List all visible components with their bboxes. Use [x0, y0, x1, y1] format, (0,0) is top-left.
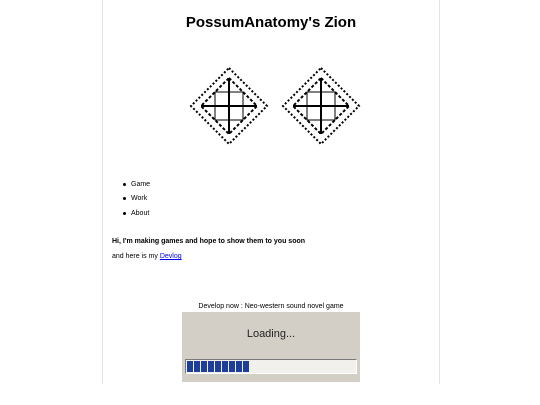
site-nav	[119, 178, 150, 221]
devlog-prefix: and here is my	[112, 253, 160, 260]
loading-text: Loading...	[246, 328, 296, 340]
devlog-line	[112, 253, 182, 260]
progress-block	[208, 361, 214, 372]
progress-block	[215, 361, 221, 372]
progress-block	[243, 361, 249, 372]
progress-block	[222, 361, 228, 372]
progress-block	[187, 361, 193, 372]
progress-block	[201, 361, 207, 372]
nav-item-game[interactable]: Game	[131, 178, 150, 192]
nav-item-about[interactable]: About	[131, 207, 150, 221]
intro-heading: Hi, I'm making games and hope to show them to you soon	[112, 238, 306, 245]
loading-progress-bar	[185, 359, 357, 374]
progress-block	[194, 361, 200, 372]
page-bottom	[0, 384, 540, 405]
devlog-link[interactable]: Devlog	[159, 253, 182, 260]
loading-progress-fill	[187, 361, 249, 372]
main-page	[102, 0, 440, 384]
fractal-logo-right-icon	[279, 64, 363, 148]
game-loader[interactable]	[182, 312, 360, 382]
game-caption: Develop now : Neo-western sound novel game	[198, 303, 344, 310]
fractal-logo-left-icon	[187, 64, 271, 148]
nav-item-work[interactable]: Work	[131, 192, 150, 206]
progress-block	[229, 361, 235, 372]
progress-block	[236, 361, 242, 372]
fractal-logos	[187, 64, 363, 148]
site-title: PossumAnatomy's Zion	[185, 14, 357, 31]
